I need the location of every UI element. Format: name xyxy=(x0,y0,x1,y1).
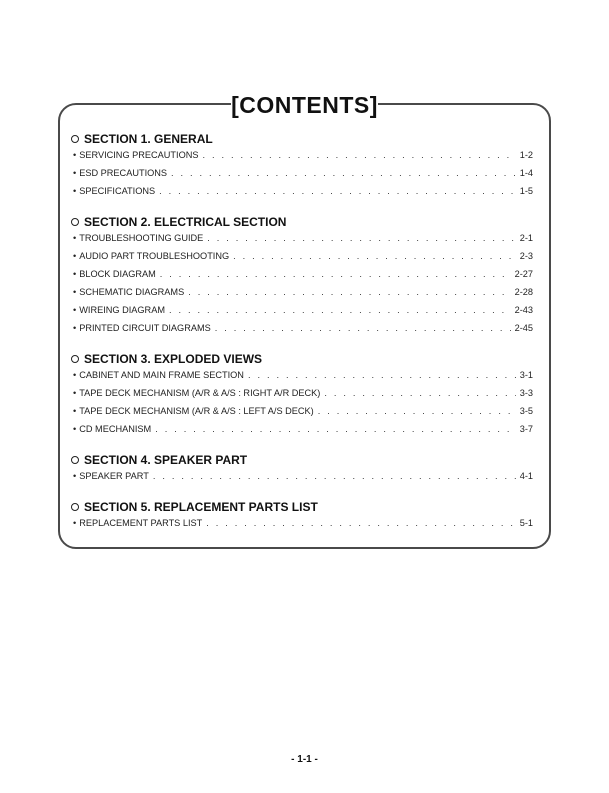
dot-leader xyxy=(159,186,516,196)
section-4 xyxy=(71,451,533,489)
bullet-icon: • xyxy=(73,518,77,528)
toc-entry-page: 2-28 xyxy=(514,287,533,297)
dot-leader xyxy=(206,518,515,528)
section-heading xyxy=(71,350,533,368)
dot-leader xyxy=(171,168,516,178)
toc-entry-label: CABINET AND MAIN FRAME SECTION xyxy=(79,370,244,380)
bullet-icon: • xyxy=(73,471,77,481)
dot-leader xyxy=(324,388,515,398)
toc-entry[interactable] xyxy=(71,388,533,406)
circle-bullet-icon xyxy=(71,355,79,363)
bullet-icon: • xyxy=(73,424,77,434)
toc-entry-page: 1-5 xyxy=(519,186,533,196)
toc-entry[interactable] xyxy=(71,471,533,489)
toc-entry[interactable] xyxy=(71,323,533,341)
section-heading-text: SECTION 1. GENERAL xyxy=(84,132,213,146)
toc-entry-label: TROUBLESHOOTING GUIDE xyxy=(79,233,204,243)
toc-entry-page: 1-2 xyxy=(519,150,533,160)
toc-entry-page: 2-43 xyxy=(514,305,533,315)
dot-leader xyxy=(318,406,516,416)
section-heading-text: SECTION 5. REPLACEMENT PARTS LIST xyxy=(84,500,318,514)
toc-entry-label: WIREING DIAGRAM xyxy=(79,305,165,315)
toc-entry[interactable] xyxy=(71,406,533,424)
toc-entry-page: 3-7 xyxy=(519,424,533,434)
section-3 xyxy=(71,350,533,442)
toc-entry-page: 2-27 xyxy=(514,269,533,279)
toc-entry-page: 2-1 xyxy=(519,233,533,243)
bullet-icon: • xyxy=(73,150,77,160)
toc-entry-page: 2-45 xyxy=(514,323,533,333)
dot-leader xyxy=(153,471,516,481)
toc-entry[interactable] xyxy=(71,233,533,251)
toc-entry-label: REPLACEMENT PARTS LIST xyxy=(79,518,203,528)
page-title: [CONTENTS] xyxy=(231,88,378,122)
circle-bullet-icon xyxy=(71,135,79,143)
toc-entry-page: 3-3 xyxy=(519,388,533,398)
dot-leader xyxy=(248,370,516,380)
toc-entry-label: ESD PRECAUTIONS xyxy=(79,168,168,178)
toc-entry-label: TAPE DECK MECHANISM (A/R & A/S : LEFT A/S DECK) xyxy=(79,406,314,416)
toc-entry-label: SCHEMATIC DIAGRAMS xyxy=(79,287,185,297)
dot-leader xyxy=(160,269,511,279)
toc-entry-label: BLOCK DIAGRAM xyxy=(79,269,156,279)
table-of-contents xyxy=(71,130,533,545)
toc-entry[interactable] xyxy=(71,186,533,204)
toc-entry[interactable] xyxy=(71,251,533,269)
bullet-icon: • xyxy=(73,186,77,196)
toc-entry-label: SPECIFICATIONS xyxy=(79,186,156,196)
toc-entry-label: TAPE DECK MECHANISM (A/R & A/S : RIGHT A/R DECK) xyxy=(79,388,321,398)
dot-leader xyxy=(188,287,510,297)
bullet-icon: • xyxy=(73,287,77,297)
section-2 xyxy=(71,213,533,341)
toc-entry-label: SERVICING PRECAUTIONS xyxy=(79,150,199,160)
toc-entry[interactable] xyxy=(71,518,533,536)
circle-bullet-icon xyxy=(71,218,79,226)
toc-entry-page: 3-5 xyxy=(519,406,533,416)
bullet-icon: • xyxy=(73,233,77,243)
toc-entry-page: 2-3 xyxy=(519,251,533,261)
toc-entry-label: SPEAKER PART xyxy=(79,471,149,481)
section-1 xyxy=(71,130,533,204)
toc-entry-page: 5-1 xyxy=(519,518,533,528)
toc-entry[interactable] xyxy=(71,305,533,323)
toc-entry[interactable] xyxy=(71,370,533,388)
toc-entry[interactable] xyxy=(71,150,533,168)
bullet-icon: • xyxy=(73,388,77,398)
bullet-icon: • xyxy=(73,251,77,261)
bullet-icon: • xyxy=(73,269,77,279)
section-heading xyxy=(71,213,533,231)
dot-leader xyxy=(215,323,511,333)
page-number: - 1-1 - xyxy=(291,754,318,765)
toc-entry-label: PRINTED CIRCUIT DIAGRAMS xyxy=(79,323,211,333)
bullet-icon: • xyxy=(73,305,77,315)
section-heading-text: SECTION 3. EXPLODED VIEWS xyxy=(84,352,263,366)
dot-leader xyxy=(203,150,516,160)
section-heading xyxy=(71,498,533,516)
section-heading-text: SECTION 2. ELECTRICAL SECTION xyxy=(84,215,287,229)
toc-entry-page: 4-1 xyxy=(519,471,533,481)
bullet-icon: • xyxy=(73,323,77,333)
section-heading-text: SECTION 4. SPEAKER PART xyxy=(84,453,248,467)
bullet-icon: • xyxy=(73,168,77,178)
dot-leader xyxy=(207,233,515,243)
circle-bullet-icon xyxy=(71,503,79,511)
dot-leader xyxy=(233,251,516,261)
toc-entry[interactable] xyxy=(71,168,533,186)
section-5 xyxy=(71,498,533,536)
toc-entry[interactable] xyxy=(71,269,533,287)
toc-entry[interactable] xyxy=(71,424,533,442)
section-heading xyxy=(71,451,533,469)
toc-entry[interactable] xyxy=(71,287,533,305)
bullet-icon: • xyxy=(73,370,77,380)
toc-entry-page: 1-4 xyxy=(519,168,533,178)
bullet-icon: • xyxy=(73,406,77,416)
section-heading xyxy=(71,130,533,148)
toc-entry-label: AUDIO PART TROUBLESHOOTING xyxy=(79,251,230,261)
circle-bullet-icon xyxy=(71,456,79,464)
dot-leader xyxy=(155,424,516,434)
dot-leader xyxy=(169,305,511,315)
toc-entry-page: 3-1 xyxy=(519,370,533,380)
toc-entry-label: CD MECHANISM xyxy=(79,424,152,434)
